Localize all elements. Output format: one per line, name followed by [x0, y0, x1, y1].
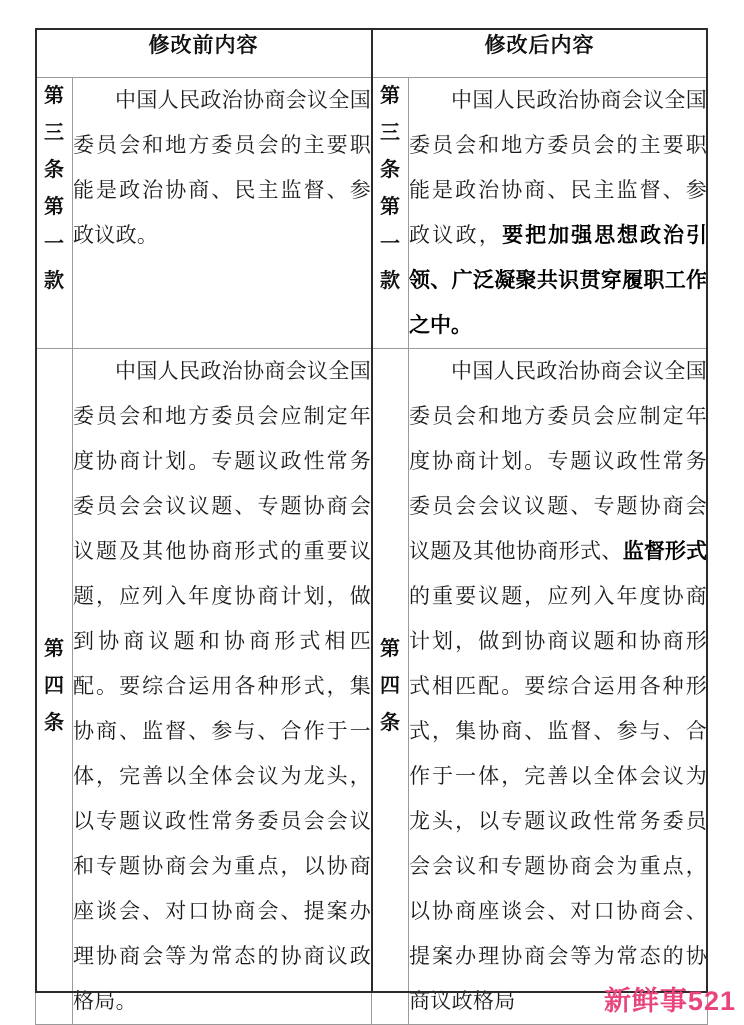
watermark: 新鲜事521: [603, 986, 736, 1016]
article-label-text: 第三条第一款: [44, 85, 64, 292]
text-inserted: 监督形式: [622, 540, 708, 563]
article-label-text: 第三条第一款: [380, 85, 400, 292]
header-before-amendment: 修改前内容: [36, 29, 372, 78]
text-unchanged-a: 中国人民政治协商会议全国委员会和地方委员会的主要职能是政治协商、民主监督、参政议政，: [409, 88, 707, 247]
article-label-after-row2: [372, 349, 409, 1025]
header-after-amendment: 修改后内容: [372, 29, 708, 78]
content-after-row1: [409, 78, 708, 349]
content-after-row2: [409, 349, 708, 1025]
text-unchanged-a: 中国人民政治协商会议全国委员会和地方委员会应制定年度协商计划。专题议政性常务委员会会议议题、专题协商会议题及其他协商形式、: [409, 359, 707, 563]
paragraph-before: 中国人民政治协商会议全国委员会和地方委员会应制定年度协商计划。专题议政性常务委员会会议议题、专题协商会议题及其他协商形式的重要议题，应列入年度协商计划，做到协商议题和协商形式相匹配。要综合运用各种形式，集协商、监督、参与、合作于一体，完善以全体会议为龙头，以专题议政性常务委员会会议和专题协商会为重点，以协商座谈会、对口协商会、提案办理协商会等为常态的协商议政格局。: [73, 359, 371, 1013]
text-unchanged-b: 的重要议题，应列入年度协商计划，做到协商议题和协商形式相匹配。要综合运用各种形式，集协商、监督、参与、合作于一体，完善以全体会议为龙头，以专题议政性常务委员会会议和专题协商会为重点，以协商座谈会、对口协商会、提案办理协商会等为常态的协商议政格局: [409, 584, 707, 1013]
table-row: [36, 78, 708, 349]
content-before-row2: [73, 349, 372, 1025]
paragraph-before: 中国人民政治协商会议全国委员会和地方委员会的主要职能是政治协商、民主监督、参政议政。: [73, 88, 371, 247]
content-before-row1: [73, 78, 372, 349]
article-label-after-row1: [372, 78, 409, 349]
article-label-text: 第四条: [380, 638, 400, 734]
article-label-before-row1: [36, 78, 73, 349]
table-header-row: [36, 29, 708, 78]
paragraph-after: [409, 349, 707, 1024]
comparison-table: [35, 28, 708, 1025]
paragraph-after: [409, 78, 707, 348]
table-row: [36, 349, 708, 1025]
article-label-text: 第四条: [44, 638, 64, 734]
text-inserted: 要把加强思想政治引领、广泛凝聚共识贯穿履职工作之中。: [409, 224, 708, 337]
article-label-before-row2: [36, 349, 73, 1025]
